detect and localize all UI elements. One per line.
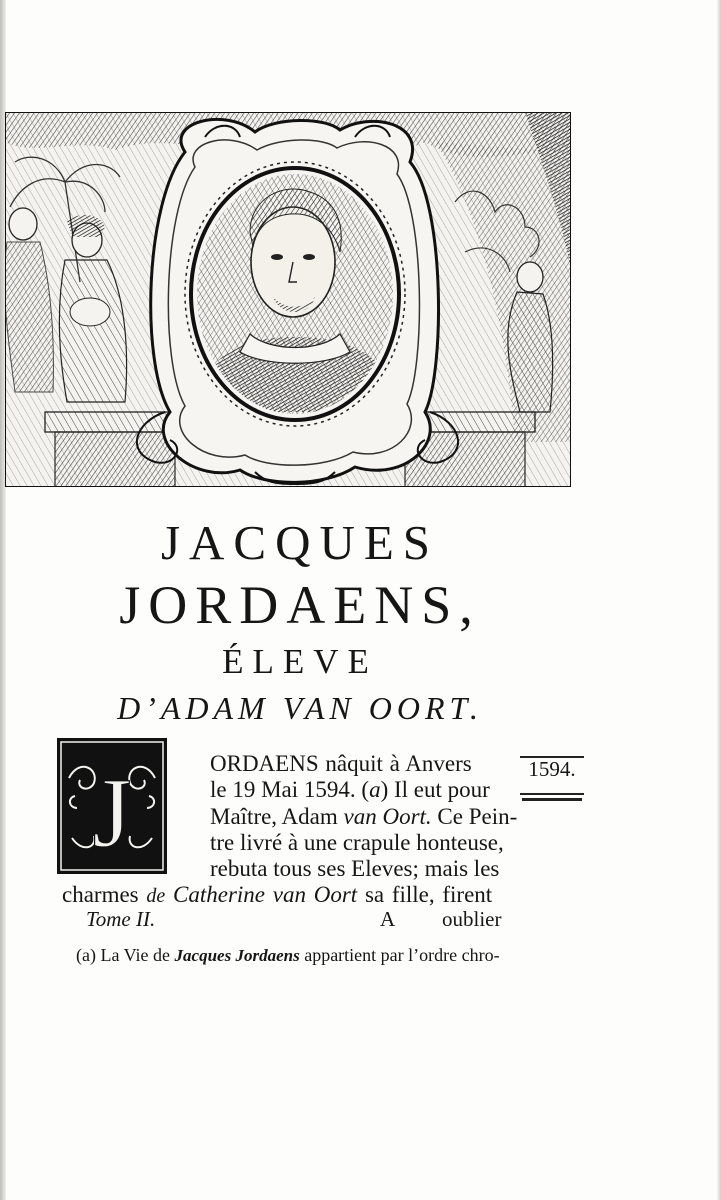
title-line-jacques: JACQUES <box>160 515 440 570</box>
volume-label: Tome II. <box>86 907 156 931</box>
drop-cap-j <box>57 738 167 874</box>
catchword: oublier <box>442 907 502 931</box>
body-line-3: Maître, Adam van Oort. Ce Pein- <box>210 804 518 829</box>
margin-rule-bottom-thick <box>522 798 582 801</box>
engraved-portrait-headpiece <box>5 112 571 487</box>
title-line-adam-van-oort: D’ADAM VAN OORT. <box>117 690 483 726</box>
svg-text:J: J <box>92 757 132 868</box>
title-line-jordaens: JORDAENS, <box>119 575 481 635</box>
body-line-1: ORDAENS nâquit à Anvers <box>210 751 472 776</box>
body-line-4: tre livré à une crapule honteuse, <box>210 830 504 855</box>
margin-rule-bottom-thin <box>520 793 584 795</box>
body-line-5: rebuta tous ses Eleves; mais les <box>210 856 500 881</box>
title-line-eleve: ÉLEVE <box>222 642 378 681</box>
body-line-2: le 19 Mai 1594. (a) Il eut pour <box>210 777 490 802</box>
footnote: (a) La Vie de Jacques Jordaens appartient par l’ordre chro- <box>76 945 500 965</box>
margin-year: 1594. <box>528 757 576 781</box>
page-edge-right <box>717 0 721 1200</box>
signature-mark: A <box>380 907 396 931</box>
body-line-6: charmes de Catherine van Oort sa fille, firent <box>62 882 493 907</box>
